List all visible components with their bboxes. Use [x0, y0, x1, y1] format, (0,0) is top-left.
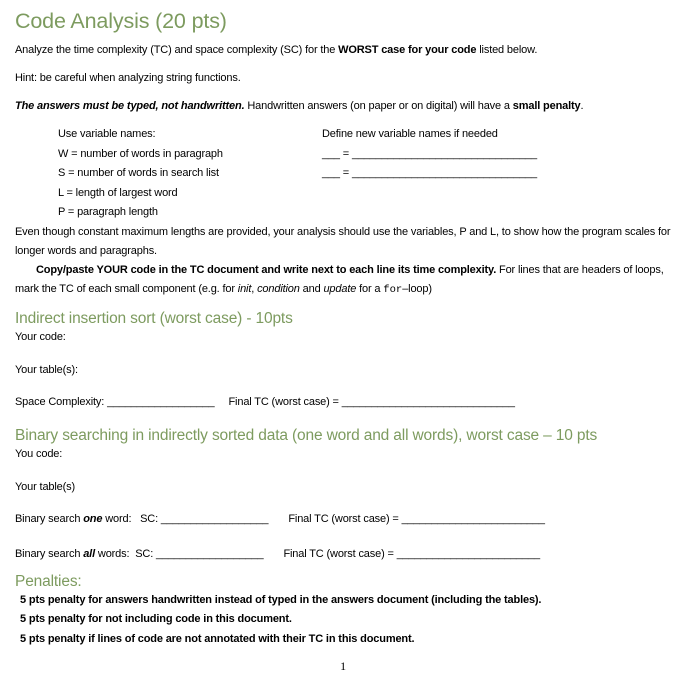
- hint-paragraph: Hint: be careful when analyzing string functions.: [15, 72, 241, 84]
- define-blank-spacer-1: [322, 184, 671, 204]
- variable-item-l: L = length of largest word: [58, 186, 178, 199]
- typed-warning-post: .: [580, 100, 584, 112]
- penalty-list: [15, 591, 671, 650]
- binary-all-word: all: [83, 547, 95, 560]
- space-complexity-label: Space Complexity:: [15, 395, 108, 408]
- binary-one-word: one: [83, 512, 103, 525]
- space-complexity-blank: __________________: [107, 395, 215, 408]
- binary-all-tc-label: Final TC (worst case) =: [283, 547, 397, 560]
- section2-your-code-label: You code:: [15, 447, 63, 460]
- final-tc-blank: _____________________________: [341, 395, 515, 408]
- variable-item-s: S = number of words in search list: [58, 167, 219, 179]
- copy-paste-mid3: and: [299, 282, 324, 295]
- section1-your-tables-label: Your table(s):: [15, 363, 78, 376]
- define-blank-spacer-2: [322, 203, 671, 223]
- intro-text-bold: WORST case for your code: [338, 44, 477, 56]
- scaling-note: Even though constant maximum lengths are provided, your analysis should use the variables, P and L, to show how the program scales for longer words and paragraphs.: [15, 225, 671, 257]
- intro-paragraph: [15, 41, 671, 60]
- typed-warning-bold-italic: The answers must be typed, not handwritten.: [15, 100, 245, 112]
- final-tc-label: Final TC (worst case) =: [228, 395, 342, 408]
- space-complexity-row: [15, 393, 671, 412]
- binary-one-tc-label: Final TC (worst case) =: [288, 512, 402, 525]
- copy-paste-mid1: For lines that are headers of loops, mark the TC of each small component (e.g. for: [15, 263, 664, 295]
- variables-block: [15, 125, 671, 223]
- binary-one-mid: word: SC:: [102, 512, 161, 525]
- define-blank-row-1: ___ = _______________________________: [322, 147, 537, 160]
- copy-paste-mid2: ,: [251, 282, 258, 295]
- copy-paste-init: init: [237, 282, 252, 295]
- binary-one-sc-blank: __________________: [160, 512, 269, 525]
- binary-all-pre: Binary search: [15, 547, 84, 560]
- section1-heading: Indirect insertion sort (worst case) - 10pts: [15, 309, 293, 327]
- section1-your-code-label: Your code:: [15, 330, 66, 343]
- section2-heading: Binary searching in indirectly sorted data (one word and all words), worst case – 10 pts: [15, 426, 598, 444]
- copy-paste-bold: Copy/paste YOUR code in the TC document and write next to each line its time complexity.: [36, 263, 497, 276]
- binary-all-tc-blank: ________________________: [396, 547, 540, 560]
- typed-warning-mid: Handwritten answers (on paper or on digital) will have a: [244, 100, 513, 112]
- page-number: 1: [340, 659, 346, 673]
- binary-all-sc-blank: __________________: [156, 547, 264, 560]
- copy-paste-instruction: [15, 261, 671, 300]
- intro-text-post: listed below.: [476, 44, 538, 56]
- penalty-item-handwritten: 5 pts penalty for answers handwritten instead of typed in the answers document (including the tables).: [20, 593, 542, 606]
- penalties-heading: Penalties:: [15, 572, 82, 590]
- typed-warning-bold: small penalty: [512, 100, 581, 112]
- copy-paste-update: update: [323, 282, 357, 295]
- use-variable-names-header: Use variable names:: [58, 128, 156, 140]
- define-variables-header: Define new variable names if needed: [322, 128, 498, 140]
- binary-all-mid: words: SC:: [95, 547, 157, 560]
- copy-paste-mid4: for a: [356, 282, 384, 295]
- variable-item-w: W = number of words in paragraph: [58, 147, 223, 160]
- copy-paste-condition: condition: [257, 282, 300, 295]
- page-title: Code Analysis (20 pts): [15, 9, 227, 33]
- penalty-item-not-annotated: 5 pts penalty if lines of code are not annotated with their TC in this document.: [20, 632, 415, 645]
- binary-search-one-row: [15, 510, 671, 529]
- intro-text-pre: Analyze the time complexity (TC) and space complexity (SC) for the: [15, 44, 339, 56]
- binary-one-pre: Binary search: [15, 512, 84, 525]
- variable-item-p: P = paragraph length: [58, 206, 158, 218]
- binary-search-all-row: [15, 545, 671, 564]
- section2-your-tables-label: Your table(s): [15, 480, 76, 493]
- for-keyword: for: [383, 283, 403, 296]
- copy-paste-end: –loop): [402, 282, 432, 295]
- define-blank-row-2: ___ = _______________________________: [322, 167, 537, 179]
- penalty-item-no-code: 5 pts penalty for not including code in this document.: [20, 613, 292, 625]
- typed-warning-paragraph: [15, 97, 671, 116]
- binary-one-tc-blank: ________________________: [401, 512, 545, 525]
